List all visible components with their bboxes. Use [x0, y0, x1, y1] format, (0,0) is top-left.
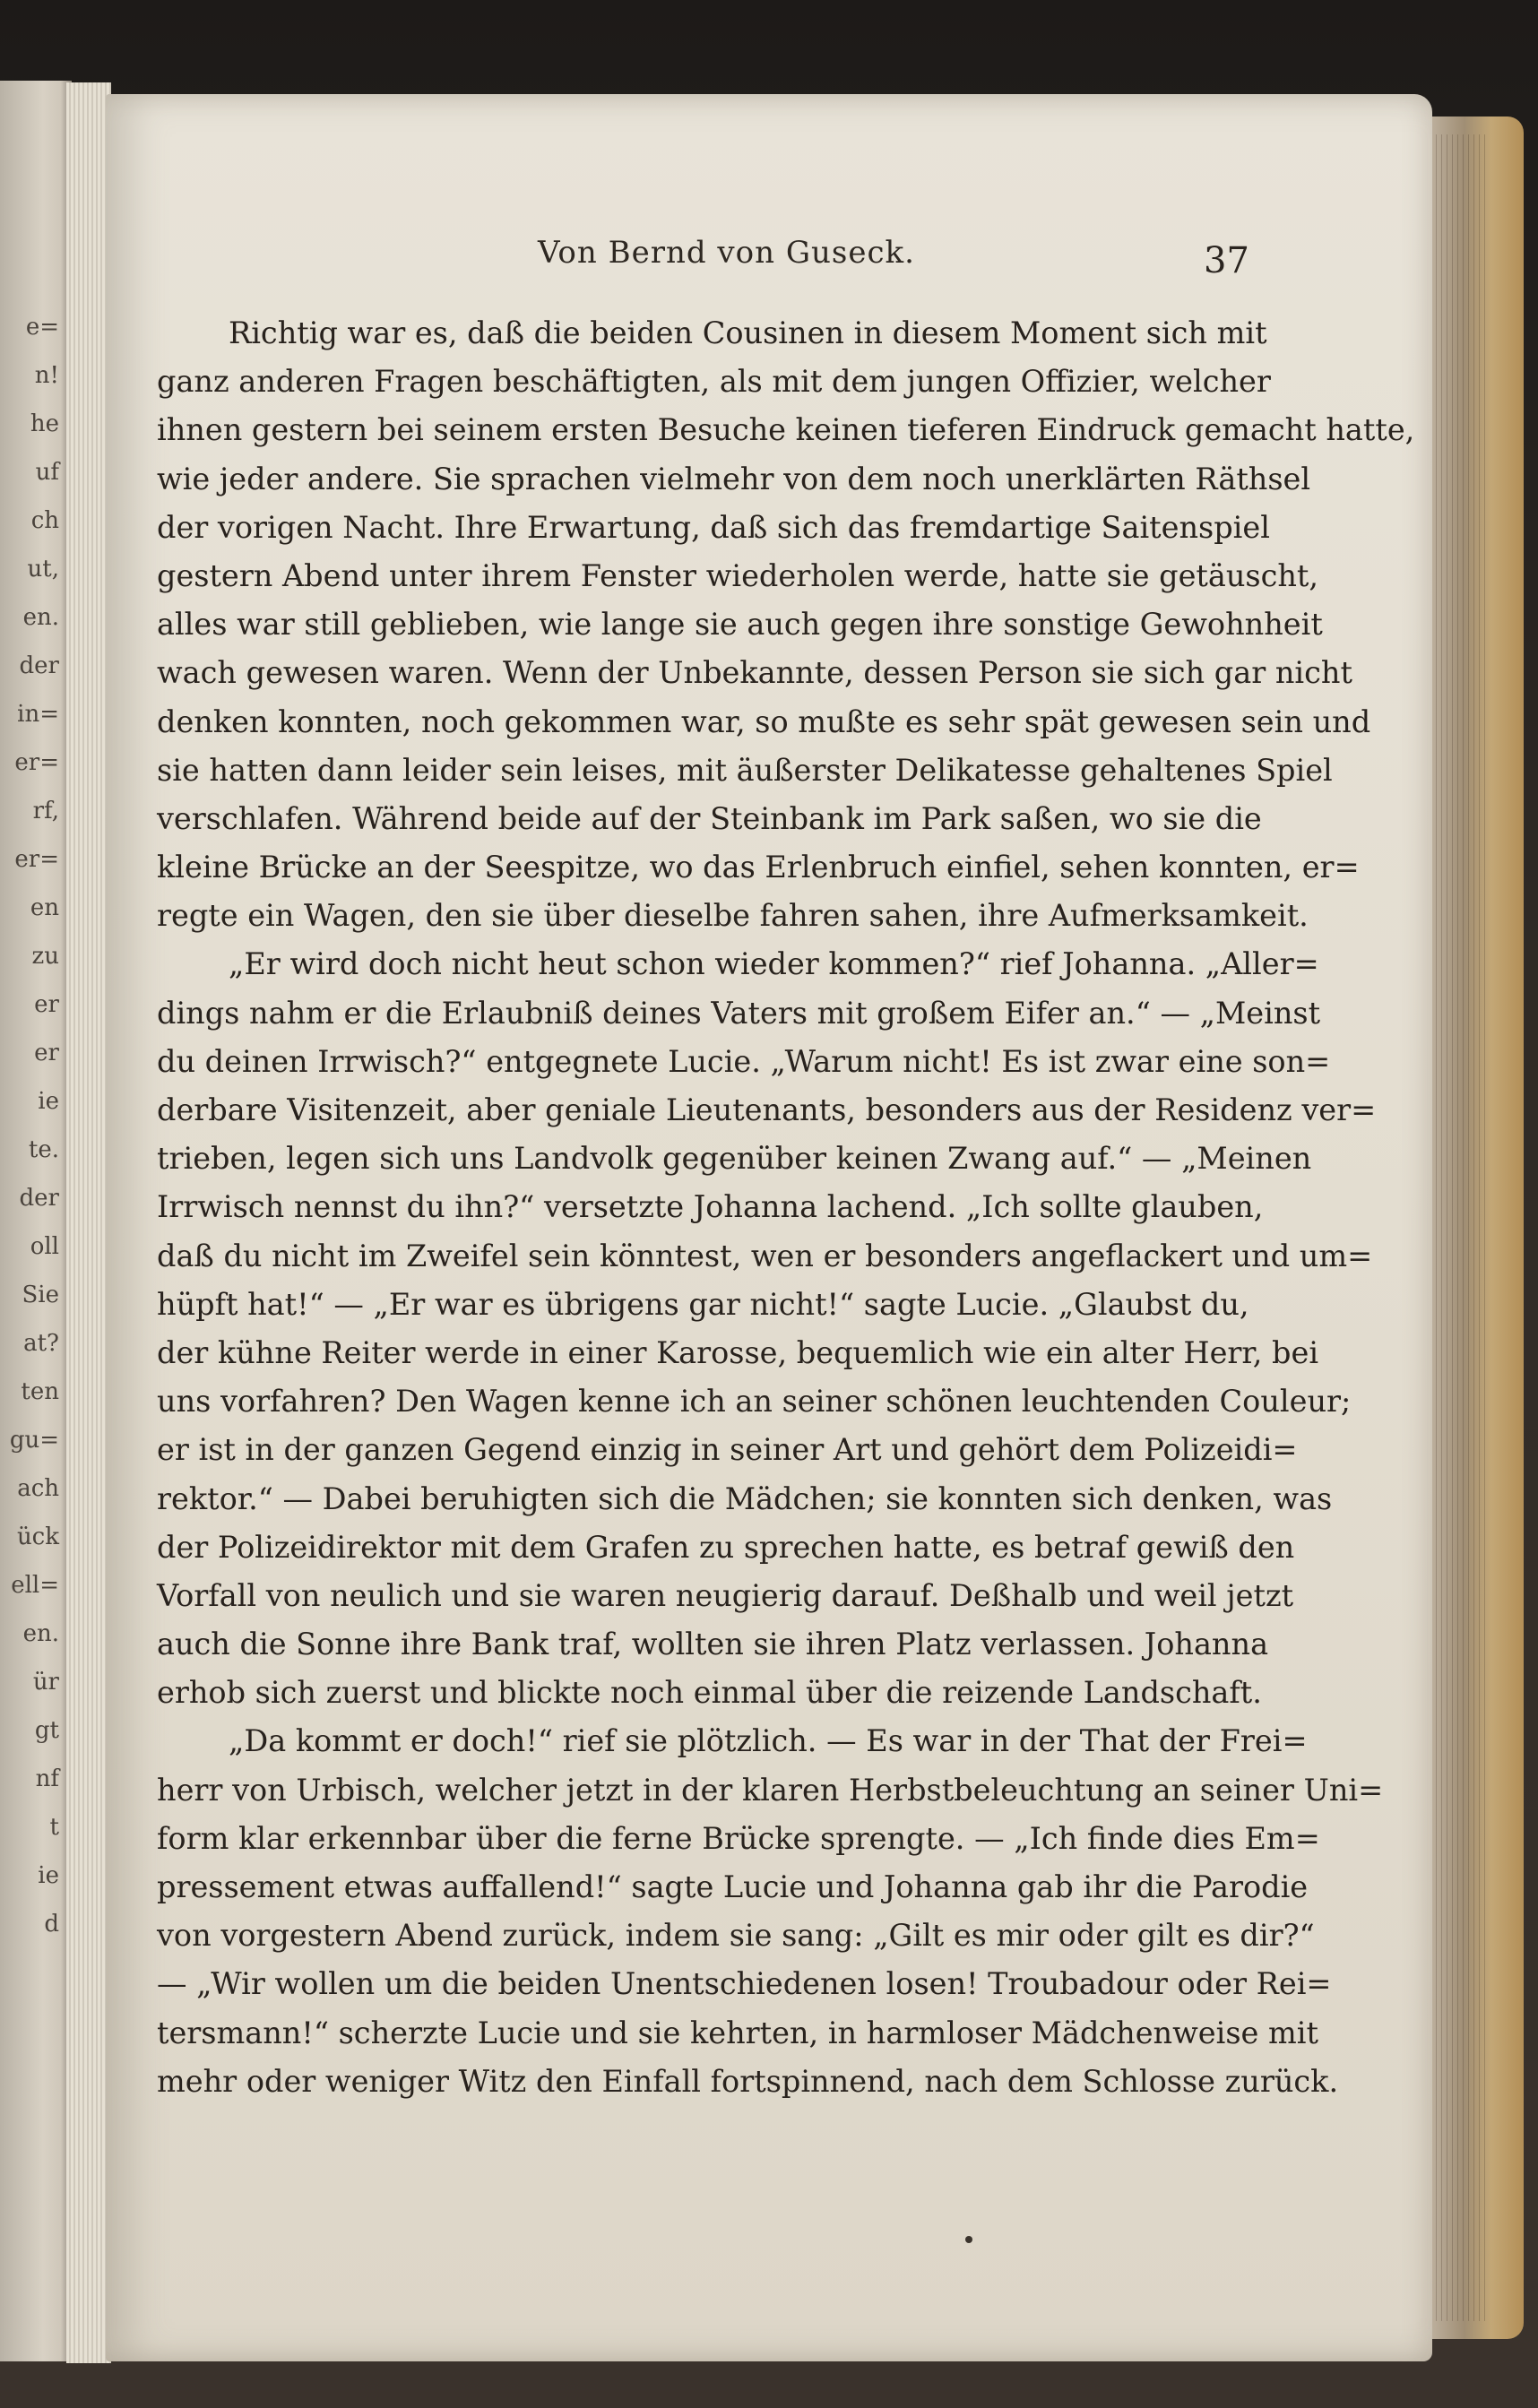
- left-page-fragment: er: [34, 991, 59, 1018]
- text-line: kleine Brücke an der Seespitze, wo das Erlenbruch einfiel, sehen konnten, er=: [157, 850, 1360, 885]
- text-line: regte ein Wagen, den sie über dieselbe fahren sahen, ihre Aufmerksamkeit.: [157, 898, 1309, 934]
- text-line: der Polizeidirektor mit dem Grafen zu sprechen hatte, es betraf gewiß den: [157, 1529, 1295, 1565]
- text-line: wie jeder andere. Sie sprachen vielmehr von dem noch unerklärten Räthsel: [157, 461, 1311, 496]
- text-line: erhob sich zuerst und blickte noch einmal über die reizende Landschaft.: [157, 1675, 1262, 1711]
- text-line: Vorfall von neulich und sie waren neugierig darauf. Deßhalb und weil jetzt: [157, 1577, 1294, 1613]
- text-line: der kühne Reiter werde in einer Karosse, bequemlich wie ein alter Herr, bei: [157, 1334, 1319, 1370]
- left-page-fragment: en.: [22, 604, 59, 631]
- text-line: „Er wird doch nicht heut schon wieder kommen?“ rief Johanna. „Aller=: [229, 946, 1319, 982]
- text-line: pressement etwas auffallend!“ sagte Lucie und Johanna gab ihr die Parodie: [157, 1869, 1309, 1904]
- left-page-fragment: Sie: [22, 1282, 59, 1308]
- left-page-fragment: gu=: [9, 1427, 59, 1454]
- text-line: du deinen Irrwisch?“ entgegnete Lucie. „Warum nicht! Es ist zwar eine son=: [157, 1043, 1331, 1079]
- text-line: trieben, legen sich uns Landvolk gegenüber keinen Zwang auf.“ — „Meinen: [157, 1141, 1312, 1177]
- text-line: gestern Abend unter ihrem Fenster wiederholen werde, hatte sie getäuscht,: [157, 557, 1319, 593]
- text-line: er ist in der ganzen Gegend einzig in seiner Art und gehört dem Polizeidi=: [157, 1432, 1298, 1468]
- left-page-fragment: te.: [28, 1136, 59, 1163]
- left-page-fragment: ür: [32, 1669, 59, 1696]
- text-line: uns vorfahren? Den Wagen kenne ich an seiner schönen leuchtenden Couleur;: [157, 1384, 1352, 1420]
- text-line: rektor.“ — Dabei beruhigten sich die Mädchen; sie konnten sich denken, was: [157, 1480, 1333, 1516]
- text-line: auch die Sonne ihre Bank traf, wollten sie ihren Platz verlassen. Johanna: [157, 1627, 1269, 1662]
- left-page-sliver: [0, 81, 72, 2361]
- left-page-fragment: ut,: [27, 556, 59, 583]
- text-line: daß du nicht im Zweifel sein könntest, wen er besonders angeflackert und um=: [157, 1238, 1373, 1273]
- text-line: verschlafen. Während beide auf der Steinbank im Park saßen, wo sie die: [157, 800, 1262, 836]
- left-page-fragment: der: [19, 652, 59, 679]
- left-page-fragment: en: [30, 894, 59, 921]
- text-line: ganz anderen Fragen beschäftigten, als mit dem jungen Offizier, welcher: [157, 364, 1271, 400]
- left-page-fragment: nf: [35, 1765, 59, 1792]
- text-line: der vorigen Nacht. Ihre Erwartung, daß sich das fremdartige Saitenspiel: [157, 509, 1270, 545]
- left-page-fragment: er=: [14, 749, 59, 776]
- left-page-fragment: d: [44, 1911, 59, 1938]
- text-line: alles war still geblieben, wie lange sie auch gegen ihre sonstige Gewohnheit: [157, 607, 1323, 643]
- left-page-fragment: t: [49, 1814, 59, 1841]
- page-gutter: [66, 82, 111, 2363]
- left-page-fragment: er: [34, 1040, 59, 1066]
- text-line: — „Wir wollen um die beiden Unentschiedenen losen! Troubadour oder Rei=: [157, 1966, 1332, 2002]
- left-page-fragment: der: [19, 1185, 59, 1212]
- left-page-fragment: he: [30, 410, 59, 437]
- left-page-fragment: ach: [17, 1475, 59, 1502]
- text-line: Irrwisch nennst du ihn?“ versetzte Johanna lachend. „Ich sollte glauben,: [157, 1189, 1264, 1225]
- left-page-fragment: gt: [34, 1717, 59, 1744]
- left-page-fragment: ie: [38, 1862, 59, 1889]
- body-text: [157, 309, 1415, 2106]
- text-line: „Da kommt er doch!“ rief sie plötzlich. — Es war in der That der Frei=: [229, 1723, 1308, 1759]
- left-page-fragment: ell=: [11, 1572, 59, 1599]
- text-line: form klar erkennbar über die ferne Brücke sprengte. — „Ich finde dies Em=: [157, 1820, 1320, 1856]
- left-page-fragment: zu: [31, 943, 59, 970]
- text-line: sie hatten dann leider sein leises, mit äußerster Delikatesse gehaltenes Spiel: [157, 752, 1333, 788]
- text-line: mehr oder weniger Witz den Einfall fortspinnend, nach dem Schlosse zurück.: [157, 2063, 1339, 2099]
- text-line: denken konnten, noch gekommen war, so mußte es sehr spät gewesen sein und: [157, 703, 1371, 739]
- text-line: herr von Urbisch, welcher jetzt in der klaren Herbstbeleuchtung an seiner Uni=: [157, 1772, 1384, 1808]
- left-page-fragment: ch: [30, 507, 59, 534]
- text-line: ihnen gestern bei seinem ersten Besuche keinen tieferen Eindruck gemacht hatte,: [157, 412, 1415, 448]
- left-page-fragment: n!: [34, 362, 59, 389]
- left-page-fragment: ück: [16, 1523, 59, 1550]
- text-line: hüpft hat!“ — „Er war es übrigens gar nicht!“ sagte Lucie. „Glaubst du,: [157, 1286, 1249, 1322]
- text-line: wach gewesen waren. Wenn der Unbekannte, dessen Person sie sich gar nicht: [157, 655, 1352, 691]
- left-page-fragment: uf: [35, 459, 59, 486]
- text-line: derbare Visitenzeit, aber geniale Lieutenants, besonders aus der Residenz ver=: [157, 1092, 1377, 1127]
- left-page-fragment: at?: [23, 1330, 59, 1357]
- left-page-fragment: rf,: [32, 798, 59, 824]
- page-number: 37: [1204, 240, 1249, 281]
- text-line: dings nahm er die Erlaubniß deines Vaters mit großem Eifer an.“ — „Meinst: [157, 995, 1321, 1031]
- left-page-fragment: en.: [22, 1620, 59, 1647]
- left-page-fragment: ie: [38, 1088, 59, 1115]
- running-head: Von Bernd von Guseck.: [538, 235, 915, 271]
- left-page-fragment: oll: [30, 1233, 59, 1260]
- left-page-fragment: ten: [21, 1378, 59, 1405]
- text-line: von vorgestern Abend zurück, indem sie sang: „Gilt es mir oder gilt es dir?“: [157, 1918, 1315, 1954]
- left-page-fragment: in=: [17, 701, 59, 728]
- footer-mark: [965, 2236, 972, 2243]
- left-page-text-fragments: [0, 81, 63, 2361]
- book-fore-edge-pages: [1425, 134, 1488, 2321]
- left-page-fragment: er=: [14, 846, 59, 873]
- text-line: tersmann!“ scherzte Lucie und sie kehrten, in harmloser Mädchenweise mit: [157, 2015, 1318, 2050]
- text-line: Richtig war es, daß die beiden Cousinen in diesem Moment sich mit: [229, 315, 1267, 350]
- left-page-fragment: e=: [25, 314, 59, 341]
